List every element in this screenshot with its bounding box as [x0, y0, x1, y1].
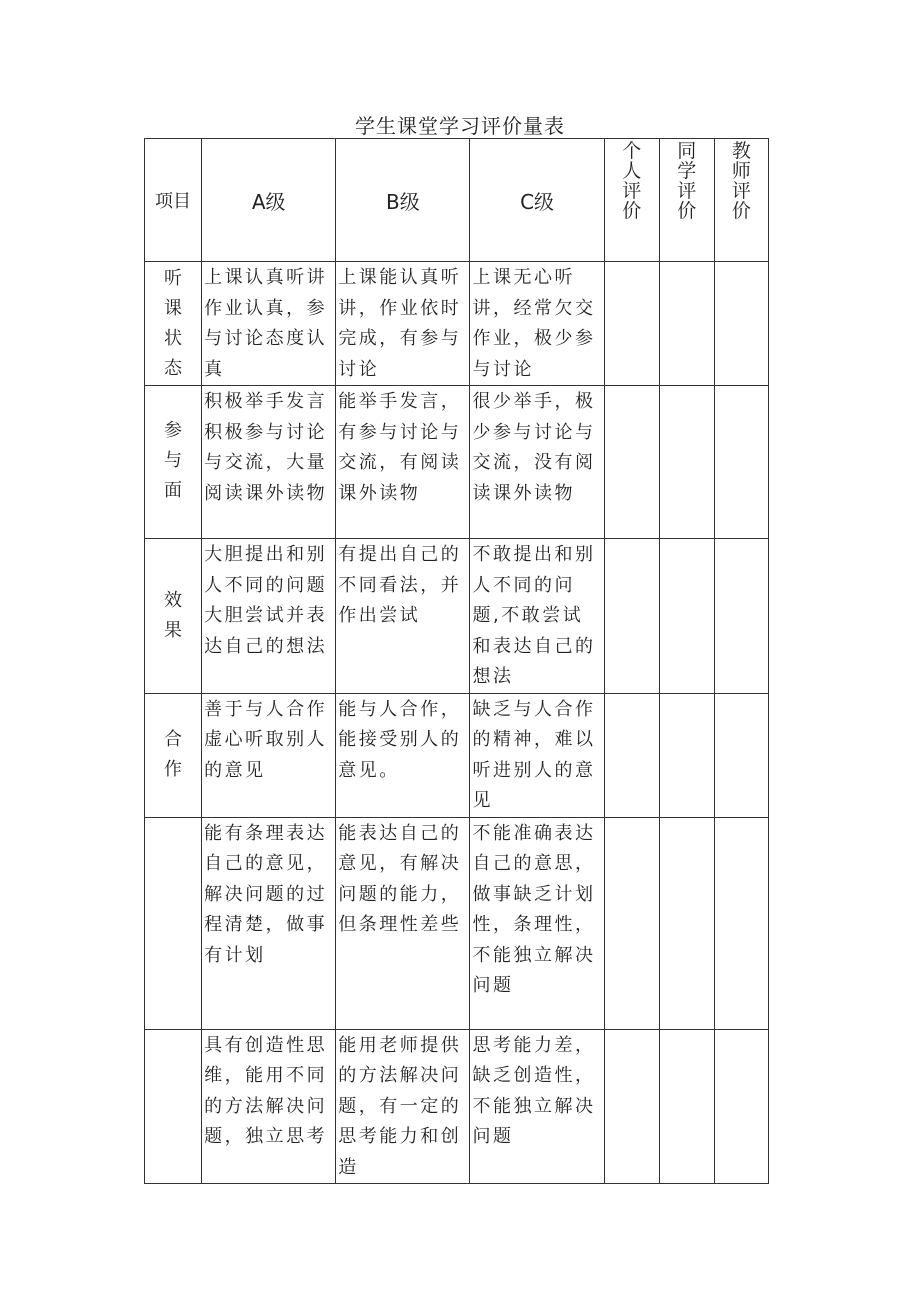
self-eval-cell[interactable] [604, 262, 659, 386]
grade-b-cell: 能与人合作，能接受别人的意见。 [336, 693, 470, 817]
grade-c-cell: 很少举手，极少参与讨论与交流，没有阅读课外读物 [470, 386, 604, 539]
header-grade-c: C级 [470, 139, 604, 262]
header-self-eval-text: 个人评价 [622, 140, 642, 222]
teacher-eval-cell[interactable] [714, 693, 768, 817]
grade-c-cell: 思考能力差，缺乏创造性，不能独立解决问题 [470, 1029, 604, 1184]
teacher-eval-cell[interactable] [714, 817, 768, 1029]
header-peer-eval-text: 同学评价 [677, 140, 697, 222]
grade-b-cell: 有提出自己的不同看法，并作出尝试 [336, 539, 470, 694]
teacher-eval-cell[interactable] [714, 1029, 768, 1184]
peer-eval-cell[interactable] [659, 817, 714, 1029]
table-row [145, 817, 769, 1029]
table-row [145, 693, 769, 817]
row-label: 参与面 [164, 420, 183, 501]
grade-b-cell: 能用老师提供的方法解决问题，有一定的思考能力和创造 [336, 1029, 470, 1184]
row-label: 听课状态 [164, 268, 183, 379]
grade-a-cell: 大胆提出和别人不同的问题大胆尝试并表达自己的想法 [202, 539, 336, 694]
header-grade-a: A级 [202, 139, 336, 262]
header-self-eval [604, 139, 659, 262]
header-teacher-eval [714, 139, 768, 262]
page-title: 学生课堂学习评价量表 [355, 114, 565, 138]
grade-c-cell: 上课无心听讲，经常欠交作业，极少参与讨论 [470, 262, 604, 386]
peer-eval-cell[interactable] [659, 262, 714, 386]
grade-a-cell: 具有创造性思维，能用不同的方法解决问题，独立思考 [202, 1029, 336, 1184]
peer-eval-cell[interactable] [659, 1029, 714, 1184]
teacher-eval-cell[interactable] [714, 262, 768, 386]
row-label-cell [145, 693, 202, 817]
teacher-eval-cell[interactable] [714, 386, 768, 539]
row-label: 合作 [164, 729, 183, 780]
header-item: 项目 [145, 139, 202, 262]
grade-a-cell: 上课认真听讲作业认真，参与讨论态度认真 [202, 262, 336, 386]
evaluation-table [144, 138, 769, 1184]
grade-c-cell: 不敢提出和别人不同的问题,不敢尝试和表达自己的想法 [470, 539, 604, 694]
grade-b-cell: 能举手发言，有参与讨论与交流，有阅读课外读物 [336, 386, 470, 539]
table-row [145, 1029, 769, 1184]
grade-a-cell: 能有条理表达自己的意见，解决问题的过程清楚，做事有计划 [202, 817, 336, 1029]
self-eval-cell[interactable] [604, 1029, 659, 1184]
peer-eval-cell[interactable] [659, 386, 714, 539]
self-eval-cell[interactable] [604, 817, 659, 1029]
table-row [145, 386, 769, 539]
grade-c-cell: 不能准确表达自己的意思，做事缺乏计划性，条理性，不能独立解决问题 [470, 817, 604, 1029]
grade-a-cell: 积极举手发言积极参与讨论与交流，大量阅读课外读物 [202, 386, 336, 539]
peer-eval-cell[interactable] [659, 539, 714, 694]
row-label-cell [145, 262, 202, 386]
grade-c-cell: 缺乏与人合作的精神，难以听进别人的意见 [470, 693, 604, 817]
header-grade-b: B级 [336, 139, 470, 262]
header-row [145, 139, 769, 262]
grade-b-cell: 上课能认真听讲，作业依时完成，有参与讨论 [336, 262, 470, 386]
peer-eval-cell[interactable] [659, 693, 714, 817]
header-peer-eval [659, 139, 714, 262]
row-label-cell [145, 817, 202, 1029]
table-row [145, 539, 769, 694]
self-eval-cell[interactable] [604, 386, 659, 539]
row-label-cell [145, 1029, 202, 1184]
row-label-cell [145, 386, 202, 539]
teacher-eval-cell[interactable] [714, 539, 768, 694]
self-eval-cell[interactable] [604, 539, 659, 694]
table-row [145, 262, 769, 386]
header-teacher-eval-text: 教师评价 [731, 140, 751, 222]
grade-b-cell: 能表达自己的意见，有解决问题的能力，但条理性差些 [336, 817, 470, 1029]
self-eval-cell[interactable] [604, 693, 659, 817]
grade-a-cell: 善于与人合作虚心听取别人的意见 [202, 693, 336, 817]
row-label: 效果 [164, 589, 183, 641]
row-label-cell [145, 539, 202, 694]
